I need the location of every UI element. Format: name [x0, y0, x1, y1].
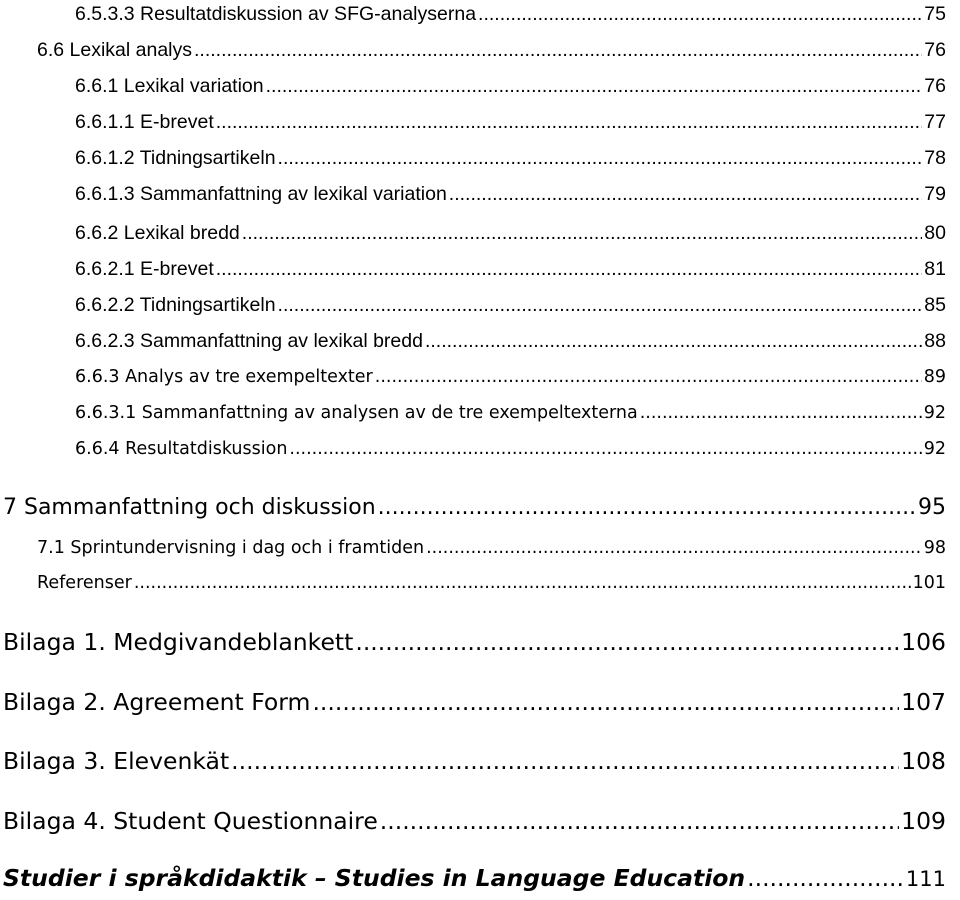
toc-entry-title: Bilaga 2. Agreement Form: [3, 688, 311, 716]
dot-leader: [134, 573, 911, 593]
toc-entry-title: 6.6.1.1 E-brevet: [75, 111, 214, 133]
toc-entry-title: 6.6.4 Resultatdiskussion: [75, 439, 288, 459]
toc-entry-title: 6.6.1 Lexikal variation: [75, 75, 264, 97]
toc-entry[interactable]: [3, 495, 946, 520]
dot-leader: [278, 147, 923, 170]
toc-entry-page: 98: [923, 538, 946, 558]
dot-leader: [312, 688, 899, 716]
dot-leader: [194, 39, 922, 62]
toc-entry-title: 6.6.3 Analys av tre exempeltexter: [75, 367, 373, 387]
toc-entry-page: 107: [901, 688, 946, 716]
dot-leader: [747, 864, 904, 892]
toc-entry-title: 6.6.2 Lexikal bredd: [75, 222, 240, 244]
toc-entry[interactable]: [75, 222, 946, 245]
dot-leader: [380, 807, 899, 835]
toc-entry-page: 88: [924, 330, 946, 352]
dot-leader: [289, 439, 921, 459]
toc-entry-title: Bilaga 3. Elevenkät: [3, 747, 230, 775]
toc-entry[interactable]: [75, 183, 946, 206]
toc-entry-page: 85: [924, 294, 946, 316]
toc-entry-page: 79: [924, 183, 946, 205]
toc-entry-title: Bilaga 1. Medgivandeblankett: [3, 628, 354, 656]
toc-entry-title: 6.6.2.2 Tidningsartikeln: [75, 294, 276, 316]
toc-entry-page: 80: [924, 222, 946, 244]
toc-entry-page: 95: [918, 495, 946, 520]
dot-leader: [266, 75, 923, 98]
toc-entry-page: 111: [905, 867, 946, 891]
toc-entry[interactable]: [75, 439, 946, 459]
toc-entry-title: 7 Sammanfattning och diskussion: [3, 495, 376, 520]
toc-entry-title: 6.6.1.2 Tidningsartikeln: [75, 147, 276, 169]
toc-entry-page: 77: [924, 111, 946, 133]
dot-leader: [378, 495, 916, 520]
toc-entry-page: 89: [923, 367, 946, 387]
toc-entry[interactable]: [37, 573, 946, 593]
toc-entry-series[interactable]: [3, 864, 946, 892]
dot-leader: [449, 183, 923, 206]
toc-entry[interactable]: [3, 747, 946, 775]
dot-leader: [426, 538, 922, 558]
toc-entry-title: Bilaga 4. Student Questionnaire: [3, 807, 378, 835]
toc-entry[interactable]: [75, 367, 946, 387]
toc-entry-title: 6.6.3.1 Sammanfattning av analysen av de tre exempeltexterna: [75, 403, 638, 423]
dot-leader: [231, 747, 899, 775]
dot-leader: [425, 330, 922, 353]
dot-leader: [216, 258, 923, 281]
toc-entry-title: 6.5.3.3 Resultatdiskussion av SFG-analyserna: [75, 3, 477, 25]
toc-entry-title: Referenser: [37, 573, 132, 593]
toc-entry-title: 6.6.2.1 E-brevet: [75, 258, 214, 280]
toc-entry[interactable]: [75, 294, 946, 317]
toc-entry[interactable]: [37, 538, 946, 558]
toc-entry-page: 75: [924, 3, 946, 25]
dot-leader: [640, 403, 922, 423]
toc-entry-page: 109: [901, 807, 946, 835]
toc-entry-page: 108: [901, 747, 946, 775]
dot-leader: [375, 367, 922, 387]
toc-entry-title: 6.6.2.3 Sammanfattning av lexikal bredd: [75, 330, 423, 352]
dot-leader: [242, 222, 923, 245]
toc-entry[interactable]: [37, 39, 946, 62]
toc-entry-page: 92: [923, 439, 946, 459]
toc-entry-page: 76: [924, 39, 946, 61]
dot-leader: [216, 111, 923, 134]
toc-entry[interactable]: [75, 75, 946, 98]
dot-leader: [478, 3, 922, 26]
toc-entry[interactable]: [75, 403, 946, 423]
toc-entry-page: 78: [924, 147, 946, 169]
toc-entry[interactable]: [3, 688, 946, 716]
toc-entry-page: 101: [912, 573, 946, 593]
toc-entry[interactable]: [75, 330, 946, 353]
toc-entry-page: 92: [923, 403, 946, 423]
toc-entry[interactable]: [75, 258, 946, 281]
toc-entry[interactable]: [75, 3, 946, 26]
toc-entry[interactable]: [75, 147, 946, 170]
toc-entry-page: 81: [924, 258, 946, 280]
toc-entry-title: Studier i språkdidaktik – Studies in Language Education: [3, 864, 746, 892]
toc-entry-page: 106: [901, 628, 946, 656]
toc-entry-title: 6.6.1.3 Sammanfattning av lexikal variation: [75, 183, 447, 205]
toc-entry[interactable]: [3, 807, 946, 835]
toc-entry[interactable]: [3, 628, 946, 656]
toc-entry-title: 6.6 Lexikal analys: [37, 39, 193, 61]
toc-entry-page: 76: [924, 75, 946, 97]
dot-leader: [355, 628, 899, 656]
toc-entry-title: 7.1 Sprintundervisning i dag och i framtiden: [37, 538, 425, 558]
toc-entry[interactable]: [75, 111, 946, 134]
dot-leader: [278, 294, 923, 317]
